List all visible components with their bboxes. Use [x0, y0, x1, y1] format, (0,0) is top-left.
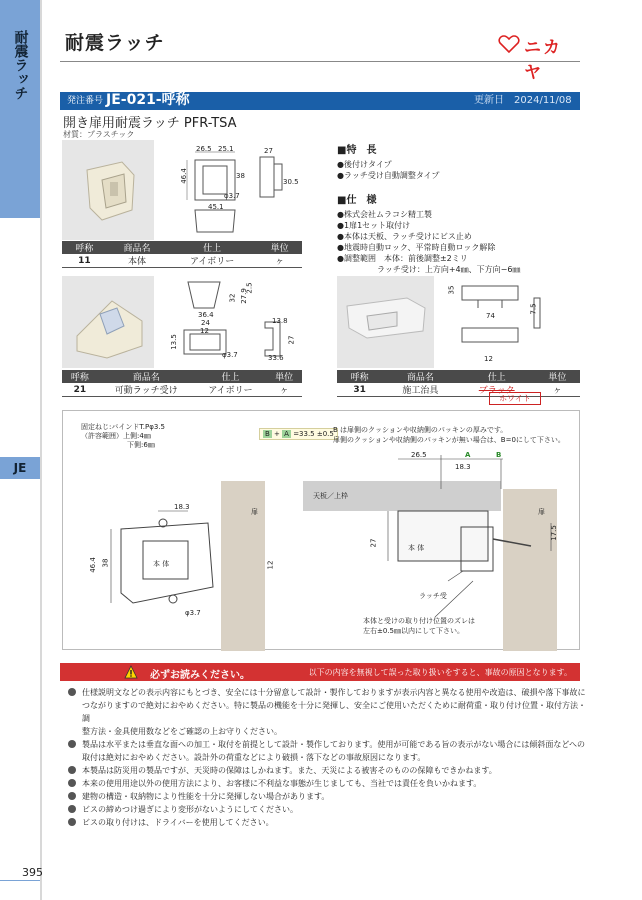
page-number: 395: [22, 866, 43, 879]
feature-item: ●後付けタイプ: [337, 160, 392, 169]
installation-diagram: [62, 410, 580, 650]
dim-jig-c: 7.5: [529, 303, 538, 315]
dim-recv-j: 27: [287, 335, 296, 345]
dim-recv-a: 32: [228, 293, 237, 303]
th-unit: 単位: [257, 241, 302, 254]
feature-item: ●ラッチ受け自動調整タイプ: [337, 171, 440, 180]
dim-jig-d: 12: [484, 355, 493, 363]
dim-recv-k: 33.6: [268, 354, 284, 362]
th-name: 商品名: [98, 370, 195, 383]
formula-b: B: [265, 430, 270, 438]
table-row: [337, 383, 580, 397]
label-b: B: [496, 451, 502, 459]
th-code: 呼称: [337, 370, 382, 383]
dim-body-h: 45.1: [208, 203, 224, 211]
dim-recv-c: 2.5: [245, 282, 254, 294]
formula-a: A: [284, 430, 289, 438]
side-divider: [40, 0, 42, 900]
body-drawing: [175, 142, 305, 242]
footer-rule: [0, 880, 40, 881]
latch-receiver-photo-icon: [62, 276, 154, 368]
note-text: 本来の使用用途以外の使用方法により、お客様に不利益な事態が生じましても、当社では責任を負いかねます。: [82, 779, 482, 788]
spec-item: ●株式会社ムラコシ精工製: [337, 210, 432, 219]
updated-date: 更新日 2024/11/08: [474, 95, 572, 106]
table-body: [62, 241, 302, 268]
note-text: 製品は水平または垂直な面への加工・取付を前提として設計・製作しております。使用が可能である旨の表示がない場合には傾斜面などへの: [82, 740, 586, 749]
cell-code: 21: [62, 383, 98, 397]
cell-name: 本体: [107, 254, 167, 268]
jig-drawing: [448, 278, 548, 370]
brand-name: ニカヤ: [524, 38, 562, 83]
formula-box: [259, 428, 338, 440]
note-item: [68, 790, 588, 803]
bottom-note-2: 左右±0.5㎜以内にして下さい。: [363, 627, 464, 635]
b-note: [333, 425, 565, 445]
cell-code: 11: [62, 254, 107, 268]
dim-jig-b: 74: [486, 312, 495, 320]
dim-diag-4: 12: [266, 560, 275, 570]
door-label-left: 扉: [251, 508, 258, 516]
note-text: 整方法・金具使用数などをご確認の上お守りください。: [82, 727, 282, 736]
table-row: [62, 383, 302, 397]
door-label-right: 扉: [538, 508, 545, 516]
finish-correction-label: ホワイト: [489, 392, 541, 405]
product-photo-latch-receiver: [62, 276, 154, 368]
side-title-text: 耐震ラッチ: [12, 30, 29, 100]
dim-diag-7: 18.3: [455, 463, 471, 471]
screw-note: [81, 423, 165, 450]
latch-label: ラッチ受: [419, 592, 447, 600]
formula-rest: =33.5 ±0.5: [293, 430, 334, 438]
product-material: 材質：プラスチック: [63, 130, 135, 139]
bullet-icon: [68, 766, 76, 774]
table-jig: [337, 370, 580, 397]
table-row: [62, 254, 302, 268]
note-item-cont: [68, 751, 588, 764]
th-finish: 仕上: [167, 241, 257, 254]
body-label-right: 本 体: [408, 544, 425, 552]
dim-body-b: 25.1: [218, 145, 234, 153]
dim-recv-d: 36.4: [198, 311, 214, 319]
th-name: 商品名: [382, 370, 458, 383]
th-unit: 単位: [266, 370, 302, 383]
dim-recv-b: 27.9: [239, 288, 248, 304]
cell-unit: ヶ: [535, 383, 580, 397]
page-title: 耐震ラッチ: [65, 32, 165, 54]
screw-note-1: 固定ねじ:バインドT.Pφ3.5: [81, 423, 165, 431]
bottom-note: [363, 616, 475, 636]
bullet-icon: [68, 740, 76, 748]
dim-jig-a: 35: [447, 285, 456, 295]
note-text: 建物の構造・収納物により性能を十分に発揮しない場合があります。: [82, 792, 330, 801]
th-finish: 仕上: [195, 370, 267, 383]
cell-name: 施工治具: [382, 383, 458, 397]
dim-body-f: 30.5: [283, 178, 299, 186]
order-label: 発注番号: [67, 96, 104, 106]
bottom-note-1: 本体と受けの取り付け位置のズレは: [363, 617, 475, 625]
note-item: [68, 777, 588, 790]
th-name: 商品名: [107, 241, 167, 254]
cell-finish: アイボリー: [195, 383, 267, 397]
note-item: [68, 686, 588, 699]
dim-body-c: 27: [264, 147, 273, 155]
latch-body-photo-icon: [62, 140, 154, 240]
spec-item: ●調整範囲 本体：前後調整±2ミリ: [337, 254, 468, 263]
warning-title: 必ずお読みください。: [150, 670, 250, 681]
bullet-icon: [68, 818, 76, 826]
dim-diag-2: 46.4: [88, 557, 97, 573]
features-head: ■特 長: [337, 145, 377, 156]
brand-logo: [498, 34, 580, 83]
top-panel-label: 天板／上枠: [313, 492, 348, 500]
dim-body-g: φ3.7: [224, 192, 240, 200]
note-item: [68, 738, 588, 751]
body-label-left: 本 体: [153, 560, 170, 568]
jig-photo-icon: [337, 276, 434, 368]
bullet-icon: [68, 792, 76, 800]
dim-recv-f: 12: [200, 327, 209, 335]
dim-recv-i: 13.8: [272, 317, 288, 325]
note-text: ビスの締めつけ過ぎにより変形がないようにしてください。: [82, 805, 298, 814]
cell-unit: ヶ: [257, 254, 302, 268]
header-rule: [60, 61, 580, 62]
bullet-icon: [68, 779, 76, 787]
note-item-cont: [68, 699, 588, 725]
cell-name: 可動ラッチ受け: [98, 383, 195, 397]
warning-right: 以下の内容を無視して誤った取り扱いをすると、事故の原因となります。: [308, 668, 572, 677]
spec-item: ●1扉1セット取付け: [337, 221, 411, 230]
th-finish: 仕上: [459, 370, 535, 383]
dim-body-a: 26.5: [196, 145, 212, 153]
side-tab-je[interactable]: JE: [0, 457, 40, 479]
cell-code: 31: [337, 383, 382, 397]
formula-plus: +: [274, 430, 280, 438]
dim-recv-e: 24: [201, 319, 210, 327]
spec-item: ●地震時自動ロック、平常時自動ロック解除: [337, 243, 496, 252]
dim-recv-h: φ3.7: [222, 351, 238, 359]
notes-list: [68, 686, 588, 829]
screw-note-2: （許容範囲）上側:4㎜: [81, 432, 151, 440]
screw-note-3: 下側:6㎜: [127, 441, 155, 449]
note-item-cont: [68, 725, 588, 738]
dim-recv-g: 13.5: [169, 334, 178, 350]
cell-finish-struck: ブラック: [459, 383, 535, 397]
dim-diag-5: φ3.7: [185, 609, 201, 617]
cell-finish: アイボリー: [167, 254, 257, 268]
spec-item: ラッチ受け：上方向+4㎜、下方向−6㎜: [337, 265, 521, 274]
order-code: JE-021-呼称: [106, 92, 190, 108]
warning-bar: [60, 663, 580, 681]
note-text: 本製品は防災用の製品ですが、天災時の保障はしかねます。また、天災による被害そのものの保障もできかねます。: [82, 766, 497, 775]
table-latch-receiver: [62, 370, 302, 397]
note-text: ビスの取り付けは、ドライバーを使用してください。: [82, 818, 274, 827]
th-code: 呼称: [62, 370, 98, 383]
dim-diag-6: 26.5: [411, 451, 427, 459]
dim-diag-8: 27: [369, 538, 378, 548]
product-photo-body: [62, 140, 154, 240]
cell-unit: ヶ: [266, 383, 302, 397]
th-unit: 単位: [535, 370, 580, 383]
side-title: [6, 30, 34, 105]
dim-body-d: 46.4: [179, 168, 188, 184]
features-block: [337, 141, 577, 275]
dim-diag-3: 38: [101, 558, 110, 568]
bullet-icon: [68, 805, 76, 813]
note-text: 取付は絶対におやめください。設計外の荷重などにより破損・落下などの事故原因になります。: [82, 753, 426, 762]
product-name: 開き扉用耐震ラッチ PFR-TSA: [63, 116, 237, 131]
label-a: A: [465, 451, 471, 459]
note-item: [68, 764, 588, 777]
th-code: 呼称: [62, 241, 107, 254]
note-item: [68, 816, 588, 829]
dim-diag-1: 18.3: [174, 503, 190, 511]
note-text: つながりますので絶対におやめください。特に製品の機能を十分に発揮し、安全にご使用いただくために耐荷重・取り付け位置・取付方法・調: [82, 701, 586, 723]
specs-head: ■仕 様: [337, 195, 377, 206]
bullet-icon: [68, 688, 76, 696]
dim-diag-9: 17.5: [549, 525, 558, 541]
dim-body-e: 38: [236, 172, 245, 180]
note-text: 仕様説明文などの表示内容にもとづき、安全には十分留意して設計・製作しておりますが表示内容と異なる使用や改造は、破損や落下事故に: [82, 688, 586, 697]
spec-item: ●本体は天板、ラッチ受けにビス止め: [337, 232, 472, 241]
b-note-2: 扉側のクッションや収納側のパッキンが無い場合は、B=0にして下さい。: [333, 436, 565, 444]
b-note-1: B は扉側のクッションや収納側のパッキンの厚みです。: [333, 426, 508, 434]
note-item: [68, 803, 588, 816]
product-photo-jig: [337, 276, 434, 368]
warning-icon: [124, 665, 138, 679]
